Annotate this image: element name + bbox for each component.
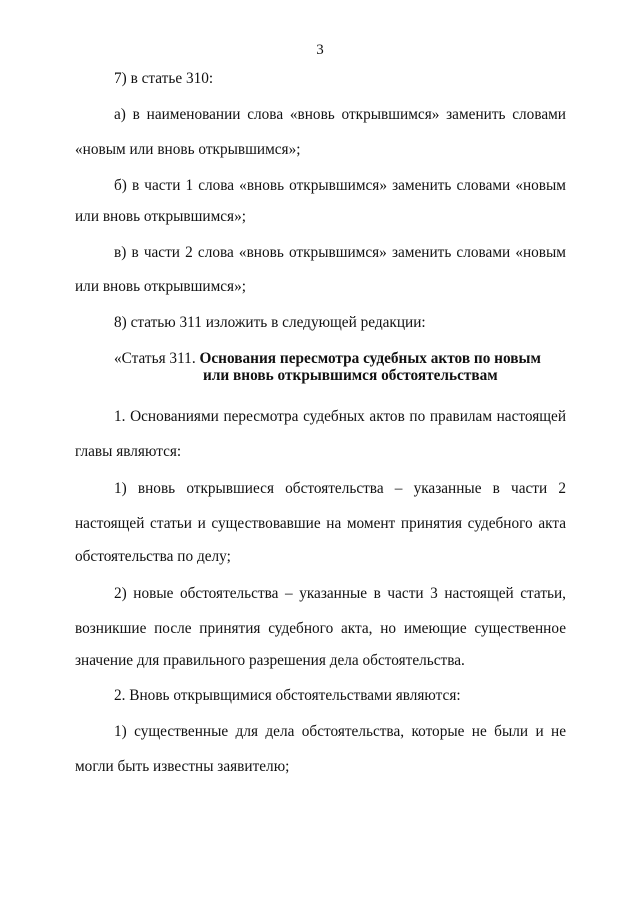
- part1-item1-line1: 1) вновь открывшиеся обстоятельства – указанные в части 2: [114, 480, 566, 497]
- paragraph-8: 8) статью 311 изложить в следующей редакции:: [114, 314, 426, 331]
- paragraph-a-line1: а) в наименовании слова «вновь открывшимся» заменить словами: [114, 106, 566, 123]
- part1-item1-line3: обстоятельства по делу;: [75, 548, 231, 565]
- part1-line1: 1. Основаниями пересмотра судебных актов по правилам настоящей: [114, 408, 566, 425]
- article-prefix: «Статья 311.: [114, 350, 196, 367]
- article-title-line2: или вновь открывшимся обстоятельствам: [203, 367, 498, 384]
- part1-item2-line1: 2) новые обстоятельства – указанные в части 3 настоящей статьи,: [114, 585, 566, 602]
- article-title-line1: Основания пересмотра судебных актов по новым: [199, 350, 541, 367]
- part1-item2-line3: значение для правильного разрешения дела обстоятельства.: [75, 652, 465, 669]
- part1-line2: главы являются:: [75, 443, 182, 460]
- paragraph-a-line2: «новым или вновь открывшимся»;: [75, 141, 301, 158]
- paragraph-7: 7) в статье 310:: [114, 70, 214, 87]
- part2-item1-line2: могли быть известны заявителю;: [75, 758, 290, 775]
- article-heading: [114, 350, 541, 368]
- page-number: 3: [316, 42, 324, 58]
- paragraph-v-line1: в) в части 2 слова «вновь открывшимся» заменить словами «новым: [114, 244, 566, 261]
- part2-line1: 2. Вновь открывщимися обстоятельствами являются:: [114, 687, 461, 704]
- paragraph-v-line2: или вновь открывшимся»;: [75, 278, 246, 295]
- part1-item2-line2: возникшие после принятия судебного акта, но имеющие существенное: [75, 620, 566, 637]
- part1-item1-line2: настоящей статьи и существовавшие на момент принятия судебного акта: [75, 515, 566, 532]
- paragraph-b-line1: б) в части 1 слова «вновь открывшимся» заменить словами «новым: [114, 177, 566, 194]
- part2-item1-line1: 1) существенные для дела обстоятельства, которые не были и не: [114, 723, 566, 740]
- paragraph-b-line2: или вновь открывшимся»;: [75, 208, 246, 225]
